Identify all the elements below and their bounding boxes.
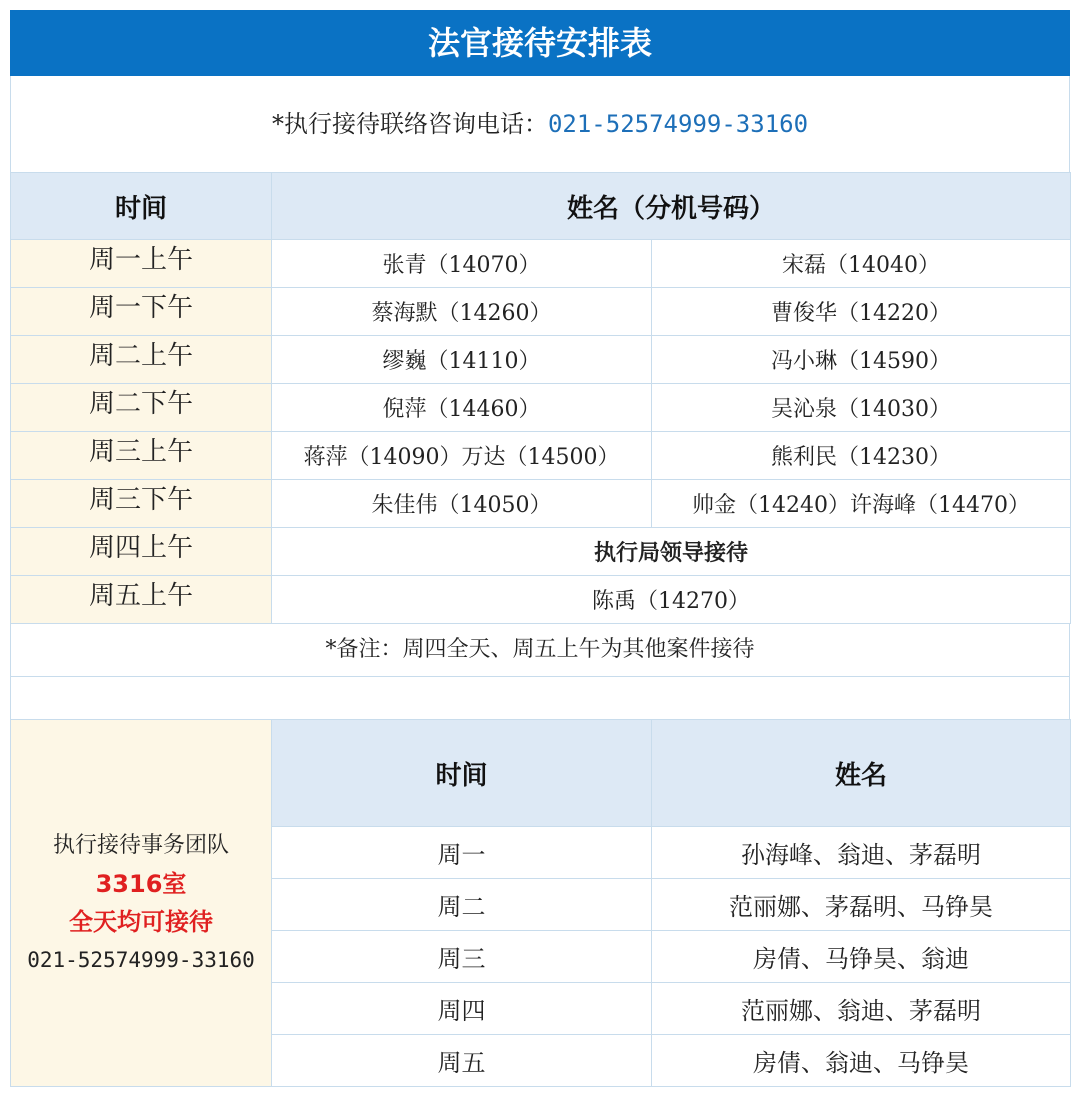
header-name: 姓名（分机号码） xyxy=(272,173,1071,240)
time-cell: 周一下午 xyxy=(11,288,272,336)
team-schedule-table xyxy=(10,719,1071,1087)
table-row xyxy=(11,432,1071,480)
team-header-time: 时间 xyxy=(272,720,652,827)
judge-cell: 陈禹（14270） xyxy=(272,576,1071,624)
time-cell: 周四上午 xyxy=(11,528,272,576)
table-row xyxy=(11,576,1071,624)
remark-note: *备注：周四全天、周五上午为其他案件接待 xyxy=(10,624,1070,677)
day-cell: 周一 xyxy=(272,827,652,879)
time-cell: 周一上午 xyxy=(11,240,272,288)
table-row xyxy=(11,336,1071,384)
page-title: 法官接待安排表 xyxy=(10,10,1070,76)
judge-cell: 帅金（14240）许海峰（14470） xyxy=(652,480,1071,528)
day-cell: 周三 xyxy=(272,931,652,983)
judge-cell: 曹俊华（14220） xyxy=(652,288,1071,336)
judge-cell: 蒋萍（14090）万达（14500） xyxy=(272,432,652,480)
day-cell: 周四 xyxy=(272,983,652,1035)
phone-label: *执行接待联络咨询电话： xyxy=(271,110,548,138)
time-cell: 周二上午 xyxy=(11,336,272,384)
team-availability: 全天均可接待 xyxy=(69,908,213,936)
team-name: 执行接待事务团队 xyxy=(52,833,229,858)
time-cell: 周二下午 xyxy=(11,384,272,432)
names-cell: 房倩、马铮昊、翁迪 xyxy=(652,931,1071,983)
spacer xyxy=(10,677,1070,719)
judge-cell: 蔡海默（14260） xyxy=(272,288,652,336)
judge-cell: 倪萍（14460） xyxy=(272,384,652,432)
judge-cell: 熊利民（14230） xyxy=(652,432,1071,480)
header-time: 时间 xyxy=(11,173,272,240)
names-cell: 房倩、翁迪、马铮昊 xyxy=(652,1035,1071,1087)
table-row xyxy=(11,384,1071,432)
judge-schedule-table xyxy=(10,172,1071,624)
team-phone: 021-52574999-33160 xyxy=(27,948,255,972)
names-cell: 孙海峰、翁迪、茅磊明 xyxy=(652,827,1071,879)
names-cell: 范丽娜、茅磊明、马铮昊 xyxy=(652,879,1071,931)
table-row xyxy=(11,240,1071,288)
judge-cell: 缪巍（14110） xyxy=(272,336,652,384)
day-cell: 周二 xyxy=(272,879,652,931)
team-info-cell xyxy=(11,720,272,1087)
team-room: 3316室 xyxy=(95,870,187,898)
judge-cell: 宋磊（14040） xyxy=(652,240,1071,288)
contact-phone-row xyxy=(10,76,1070,172)
schedule-document xyxy=(10,10,1070,1087)
judge-cell: 冯小琳（14590） xyxy=(652,336,1071,384)
time-cell: 周三上午 xyxy=(11,432,272,480)
team-header-name: 姓名 xyxy=(652,720,1071,827)
judge-cell: 张青（14070） xyxy=(272,240,652,288)
judge-cell: 朱佳伟（14050） xyxy=(272,480,652,528)
table-row xyxy=(11,528,1071,576)
schedule-header-row xyxy=(11,173,1071,240)
time-cell: 周三下午 xyxy=(11,480,272,528)
table-row xyxy=(11,288,1071,336)
day-cell: 周五 xyxy=(272,1035,652,1087)
phone-number: 021-52574999-33160 xyxy=(547,110,809,138)
judge-cell: 吴沁泉（14030） xyxy=(652,384,1071,432)
leader-reception-cell: 执行局领导接待 xyxy=(272,528,1071,576)
team-header-row xyxy=(11,720,1071,827)
names-cell: 范丽娜、翁迪、茅磊明 xyxy=(652,983,1071,1035)
table-row xyxy=(11,480,1071,528)
time-cell: 周五上午 xyxy=(11,576,272,624)
